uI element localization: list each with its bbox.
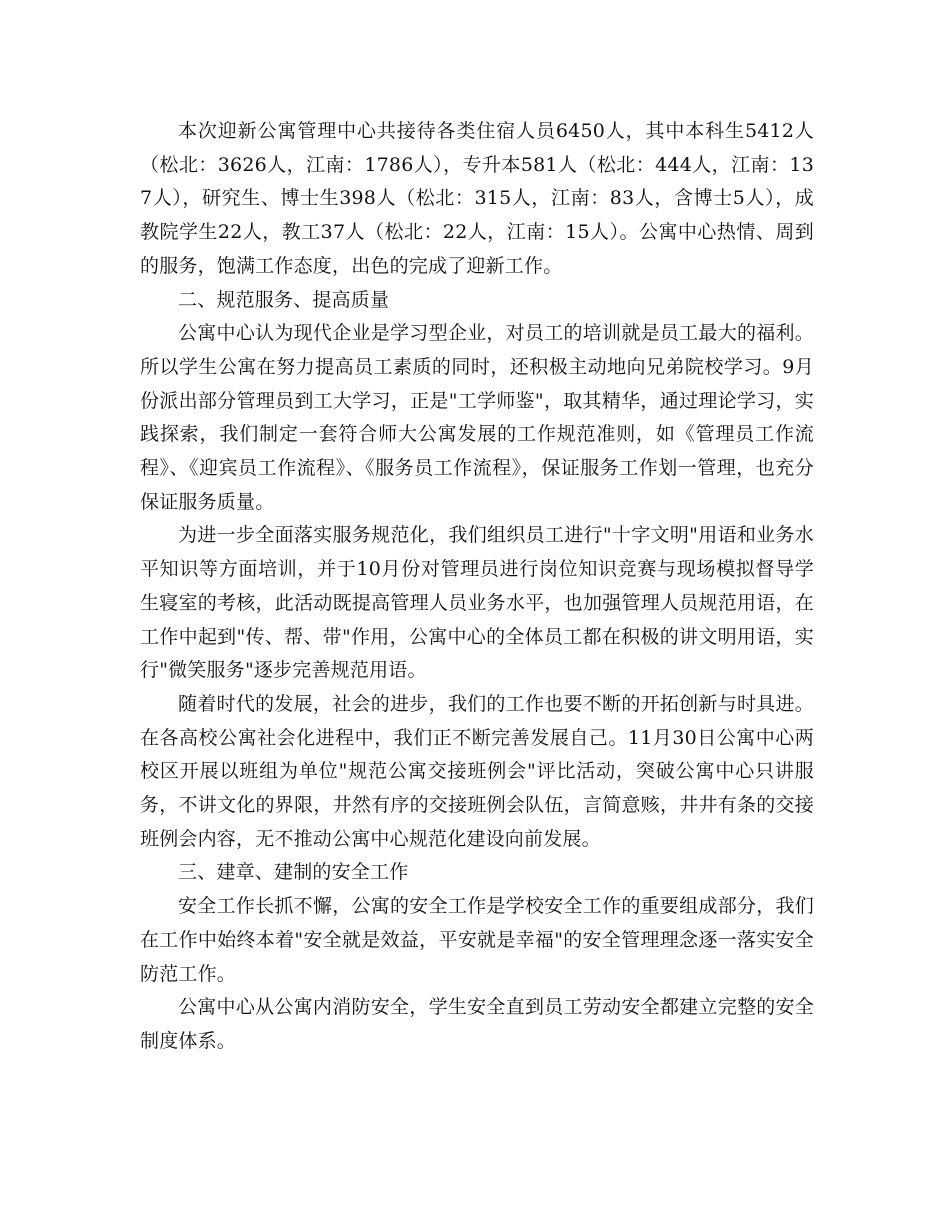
paragraph-safety-system: 公寓中心从公寓内消防安全，学生安全直到员工劳动安全都建立完整的安全制度体系。 xyxy=(140,996,814,1052)
paragraph-innovation-development: 随着时代的发展，社会的进步，我们的工作也要不断的开拓创新与时具进。在各高校公寓社会化进程中，我们正不断完善发展自己。11月30日公寓中心两校区开展以班组为单位"规范公寓交接班例会"评比活动，突破公寓中心只讲服务，不讲文化的界限，井然有序的交接班例会队伍，言简意赅，井井有条的交接班例会内容，无不推动公寓中心规范化建设向前发展。 xyxy=(140,692,814,850)
section-heading-safety-work: 三、建章、建制的安全工作 xyxy=(178,861,409,884)
paragraph-service-standardization: 为进一步全面落实服务规范化，我们组织员工进行"十字文明"用语和业务水平知识等方面培训，并于10月份对管理员进行岗位知识竞赛与现场模拟督导学生寝室的考核，此活动既提高管理人员业务水平，也加强管理人员规范用语，在工作中起到"传、帮、带"作用，公寓中心的全体员工都在积极的讲文明用语，实行"微笑服务"逐步完善规范用语。 xyxy=(140,524,814,682)
paragraph-reception-statistics: 本次迎新公寓管理中心共接待各类住宿人员6450人，其中本科生5412人（松北：3626人，江南：1786人），专升本581人（松北：444人，江南：137人），研究生、博士生398人（松北：315人，江南：83人，含博士5人），成教院学生22人，教工37人（松北：22人，江南：15人）。公寓中心热情、周到的服务，饱满工作态度，出色的完成了迎新工作。 xyxy=(140,120,814,277)
document-body xyxy=(140,115,814,1059)
section-heading-standardized-service: 二、规范服务、提高质量 xyxy=(178,288,390,311)
paragraph-safety-commitment: 安全工作长抓不懈，公寓的安全工作是学校安全工作的重要组成部分，我们在工作中始终本着"安全就是效益，平安就是幸福"的安全管理理念逐一落实安全防范工作。 xyxy=(140,895,814,985)
paragraph-staff-training: 公寓中心认为现代企业是学习型企业，对员工的培训就是员工最大的福利。所以学生公寓在努力提高员工素质的同时，还积极主动地向兄弟院校学习。9月份派出部分管理员到工大学习，正是"工学师鉴"，取其精华，通过理论学习，实践探索，我们制定一套符合师大公寓发展的工作规范准则，如《管理员工作流程》、《迎宾员工作流程》、《服务员工作流程》，保证服务工作划一管理，也充分保证服务质量。 xyxy=(140,322,814,513)
